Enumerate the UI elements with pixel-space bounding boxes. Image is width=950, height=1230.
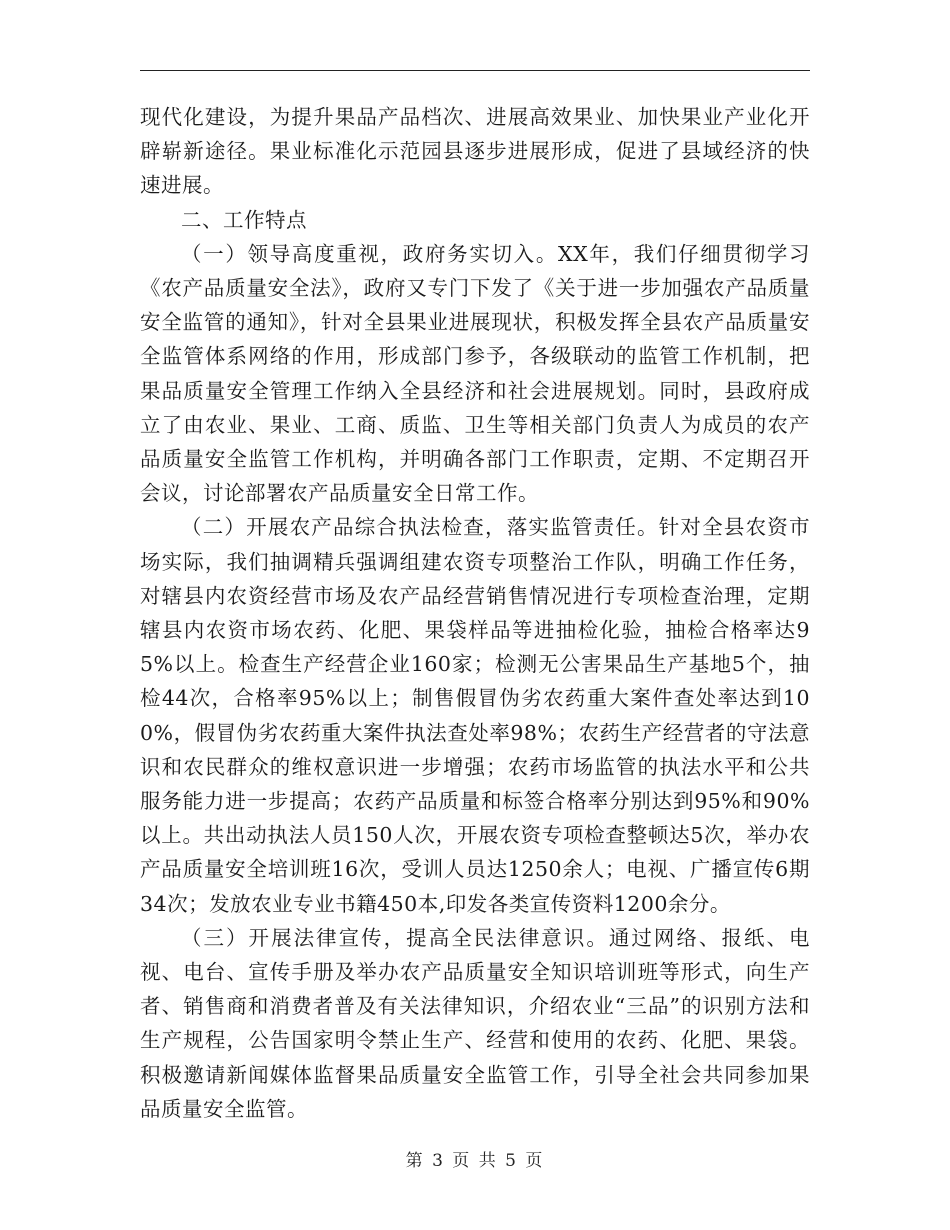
document-body <box>140 100 810 1126</box>
paragraph-leadership: （一）领导高度重视，政府务实切入。XX年，我们仔细贯彻学习《农产品质量安全法》，政府又专门下发了《关于进一步加强农产品质量安全监管的通知》，针对全县果业进展现状，积极发挥全县农产品质量安全监管体系网络的作用，形成部门参予，各级联动的监管工作机制，把果品质量安全管理工作纳入全县经济和社会进展规划。同时，县政府成立了由农业、果业、工商、质监、卫生等相关部门负责人为成员的农产品质量安全监管工作机构，并明确各部门工作职责，定期、不定期召开会议，讨论部署农产品质量安全日常工作。 <box>140 241 810 506</box>
paragraph-continuation: 现代化建设，为提升果品产品档次、进展高效果业、加快果业产业化开辟崭新途径。果业标准化示范园县逐步进展形成，促进了县域经济的快速进展。 <box>140 105 810 198</box>
section-heading-work-features: 二、工作特点 <box>181 207 307 232</box>
page-number-footer: 第 3 页 共 5 页 <box>405 1151 545 1171</box>
header-rule <box>140 70 810 71</box>
paragraph-legal-publicity: （三）开展法律宣传，提高全民法律意识。通过网络、报纸、电视、电台、宣传手册及举办农产品质量安全知识培训班等形式，向生产者、销售商和消费者普及有关法律知识，介绍农业“三品”的识别方法和生产规程，公告国家明令禁止生产、经营和使用的农药、化肥、果袋。积极邀请新闻媒体监督果品质量安全监管工作，引导全社会共同参加果品质量安全监管。 <box>140 925 810 1121</box>
paragraph-enforcement: （二）开展农产品综合执法检查，落实监管责任。针对全县农资市场实际，我们抽调精兵强调组建农资专项整治工作队，明确工作任务，对辖县内农资经营市场及农产品经营销售情况进行专项检查治理，定期辖县内农资市场农药、化肥、果袋样品等进抽检化验，抽检合格率达95%以上。检查生产经营企业160家；检测无公害果品生产基地5个，抽检44次，合格率95%以上；制售假冒伪劣农药重大案件查处率达到100%，假冒伪劣农药重大案件执法查处率98%；农药生产经营者的守法意识和农民群众的维权意识进一步增强；农药市场监管的执法水平和公共服务能力进一步提高；农药产品质量和标签合格率分别达到95%和90%以上。共出动执法人员150人次，开展农资专项检查整顿达5次，举办农产品质量安全培训班16次，受训人员达1250余人；电视、广播宣传6期34次；发放农业专业书籍450本,印发各类宣传资料1200余分。 <box>140 515 810 916</box>
